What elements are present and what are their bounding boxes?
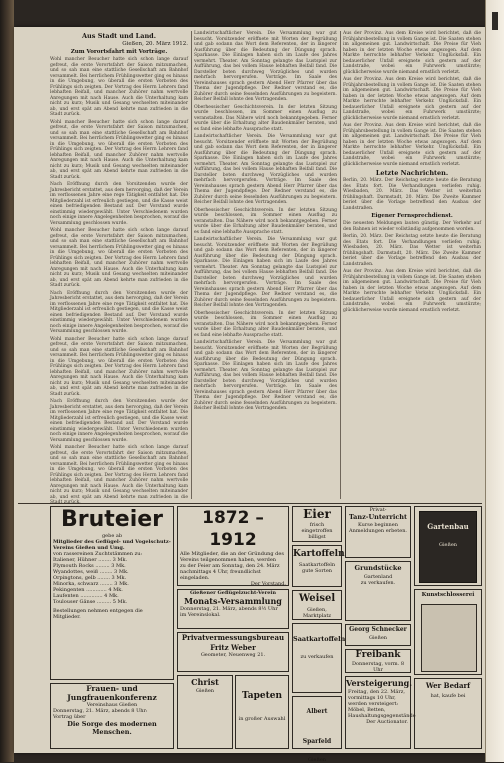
ad-line: Plymouth Rocks ......... 3 Mk. (53, 563, 126, 569)
ads-divider (18, 503, 482, 504)
article-text: Nach Eröffnung durch den Vorsitzenden wurde der Jahresbericht erstattet, aus dem hervorging, daß der Verein im verflossenen Jahre eine rege Tätigkeit entfaltet hat. Die Mitgliederzahl ist erfreulich gestiegen, und die Kasse weist einen befriedigenden Bestand auf. Der Vorstand wurde einstimmig wiedergewählt. Unter Verschiedenem wurden noch einige innere Angelegenheiten besprochen, worauf die Versammlung geschlossen wurde. (50, 182, 188, 226)
ad-line: Die Sorge des modernen Menschen. (67, 720, 157, 736)
article-text: Aus der Provinz. Aus dem Kreise wird berichtet, daß die Frühjahrsbestellung in vollem Gange ist. Die Saaten stehen im allgemeinen gut. Landwirtschaft. Die Preise für Vieh haben in der letzten Woche etwas angezogen. Auf dem Markte herrschte lebhafter Verkehr. Unglücksfall. Ein bedauerlicher Unfall ereignete sich gestern auf der Landstraße, wobei ein Fuhrwerk umstürzte; glücklicherweise wurde niemand ernstlich verletzt. (343, 77, 481, 121)
ad-tanz-unterricht (345, 506, 411, 558)
ad-line: Orpingtons, gelb ........ 3 Mk. (53, 575, 127, 581)
ad-title: Albert Sparfeld (302, 708, 332, 745)
ad-grundstuecke (345, 561, 411, 621)
ad-title: Tanz-Unterricht (348, 513, 408, 521)
article-text: Wohl mancher Besucher hatte sich schon lange darauf gefreut, die erste Vorortsfahrt der Saison mitzumachen, und so sah man eine stattliche Gesellschaft am Bahnhof versammelt. Bei herrlichem Frühlingswetter ging es hinaus in die Umgebung, wo überall die ersten Vorboten des Frühlings sich zeigten. Der Vortrag des Herrn Lehrers fand lebhaften Beifall, und mancher Zuhörer nahm wertvolle Anregungen mit nach Hause. Auch die Unterhaltung kam nicht zu kurz; Musik und Gesang wechselten miteinander ab, und erst spät am Abend kehrte man zufrieden in die Stadt zurück. (50, 119, 188, 180)
ad-line: von rassereinen Zuchtstämmen zu: (53, 551, 143, 557)
page-tab (492, 12, 498, 30)
ad-line: Gießen (438, 542, 458, 548)
ad-title: Freibank (355, 650, 401, 660)
ad-line: hat, kaufe bei (430, 693, 466, 699)
ad-kartoffeln (292, 545, 345, 587)
ad-line: Der Auctionator. (366, 719, 408, 725)
article-text: Wohl mancher Besucher hatte sich schon lange darauf gefreut, die erste Vorortsfahrt der Saison mitzumachen, und so sah man eine stattliche Gesellschaft am Bahnhof versammelt. Bei herrlichem Frühlingswetter ging es hinaus in die Umgebung, wo überall die ersten Vorboten des Frühlings sich zeigten. Der Vortrag des Herrn Lehrers fand lebhaften Beifall, und mancher Zuhörer nahm wertvolle Anregungen mit nach Hause. Auch die Unterhaltung kam nicht zu kurz; Musik und Gesang wechselten miteinander ab, und erst spät am Abend kehrte man zufrieden in die Stadt zurück. (50, 228, 188, 288)
ad-title: Kunstschlosserei (421, 592, 475, 598)
ad-title: Wer Bedarf (425, 681, 471, 690)
ad-title: Grundstücke (354, 564, 402, 572)
book-binding (0, 0, 14, 762)
ad-line: vormittags 10 Uhr, (348, 695, 396, 701)
ad-line: Gießen (195, 688, 215, 694)
ad-wer-bedarf (414, 678, 482, 749)
ad-line: nachmittags 4 Uhr, freundlichst eingeladen. (180, 569, 261, 581)
column-divider (191, 31, 192, 499)
ad-title: Privatvermessungsbureau (181, 633, 285, 642)
ad-title: Georg Schnecker (349, 626, 407, 633)
article-text: Aus der Provinz. Aus dem Kreise wird berichtet, daß die Frühjahrsbestellung in vollem Gange ist. Die Saaten stehen im allgemeinen gut. Landwirtschaft. Die Preise für Vieh haben in der letzten Woche etwas angezogen. Auf dem Markte herrschte lebhafter Verkehr. Unglücksfall. Ein bedauerlicher Unfall ereignete sich gestern auf der Landstraße, wobei ein Fuhrwerk umstürzte; glücklicherweise wurde niemand ernstlich verletzt. (343, 269, 481, 313)
article-text: Aus der Provinz. Aus dem Kreise wird berichtet, daß die Frühjahrsbestellung in vollem Gange ist. Die Saaten stehen im allgemeinen gut. Landwirtschaft. Die Preise für Vieh haben in der letzten Woche etwas angezogen. Auf dem Markte herrschte lebhafter Verkehr. Unglücksfall. Ein bedauerlicher Unfall ereignete sich gestern auf der Landstraße, wobei ein Fuhrwerk umstürzte; glücklicherweise wurde niemand ernstlich verletzt. (343, 31, 481, 75)
ad-line: billigst (308, 534, 326, 540)
article-text: Landwirtschaftlicher Verein. Die Versammlung war gut besucht. Vorsitzender eröffnete mit Worten der Begrüßung und gab sodann das Wort dem Referenten, der in längerer Ausführung über die Bedeutung der Düngung sprach. Sparkasse. Die Einlagen haben sich im Laufe des Jahres vermehrt. Theater. Am Sonntag gelangte das Lustspiel zur Aufführung, das bei vollem Hause lebhaften Beifall fand. Die Darsteller boten durchweg Vorzügliches und wurden mehrfach hervorgerufen. Vorträge. Im Saale des Vereinshauses sprach gestern Abend Herr Pfarrer über das Thema der Jugendpflege. Der Redner verstand es, die Zuhörer durch seine fesselnden Ausführungen zu begeistern. Reicher Beifall lohnte den Vortragenden. (194, 134, 337, 205)
ad-subtitle: gebe ab (101, 533, 123, 539)
ad-line: werden versteigert: (348, 701, 399, 707)
ad-line: zu verkaufen (300, 654, 334, 660)
ad-albert-sparfeld (292, 696, 342, 763)
ad-line: Minorka, schwarz ........ 3 Mk. (53, 581, 129, 587)
ad-line: Laufenten .............. 4 Mk. (53, 593, 119, 599)
ad-title: Eier (303, 507, 331, 521)
ad-bruteier (50, 506, 174, 680)
ad-title: Weisel (298, 593, 336, 604)
ad-tapeten (235, 675, 289, 749)
ad-line: Mitglieder des Geflügel- und Vogelschutz- (53, 539, 171, 545)
ad-line: Vereins teilgenommen haben, werden (180, 557, 277, 563)
ad-line: Möbel, Betten, Haushaltungsgegenstände (348, 707, 416, 719)
ad-freibank (345, 649, 411, 673)
section-title: Aus Stadt und Land. (82, 32, 156, 40)
ad-title: Kartoffeln (293, 549, 345, 559)
ad-line: Donnerstag, 21. März, abends 8 Uhr: (53, 708, 148, 714)
ad-kunstschlosserei (414, 589, 482, 675)
ad-line: Geometer, Neuenweg 21. (200, 652, 266, 658)
ad-saatkartoffeln (292, 623, 346, 693)
ad-line: zu der Feier am Sonntag, den 24. März (180, 563, 280, 569)
ad-line: Kurse beginnen (358, 522, 398, 528)
ad-line: Vortrag über (53, 714, 86, 720)
article-text: Landwirtschaftlicher Verein. Die Versammlung war gut besucht. Vorsitzender eröffnete mit Worten der Begrüßung und gab sodann das Wort dem Referenten, der in längerer Ausführung über die Bedeutung der Düngung sprach. Sparkasse. Die Einlagen haben sich im Laufe des Jahres vermehrt. Theater. Am Sonntag gelangte das Lustspiel zur Aufführung, das bei vollem Hause lebhaften Beifall fand. Die Darsteller boten durchweg Vorzügliches und wurden mehrfach hervorgerufen. Vorträge. Im Saale des Vereinshauses sprach gestern Abend Herr Pfarrer über das Thema der Jugendpflege. Der Redner verstand es, die Zuhörer durch seine fesselnden Ausführungen zu begeistern. Reicher Beifall lohnte den Vortragenden. (194, 237, 337, 308)
article-text: Wohl mancher Besucher hatte sich schon lange darauf gefreut, die erste Vorortsfahrt der Saison mitzumachen, und so sah man eine stattliche Gesellschaft am Bahnhof versammelt. Bei herrlichem Frühlingswetter ging es hinaus in die Umgebung, wo überall die ersten Vorboten des Frühlings sich zeigten. Der Vortrag des Herrn Lehrers fand lebhaften Beifall, und mancher Zuhörer nahm wertvolle Anregungen mit nach Hause. Auch die Unterhaltung kam nicht zu kurz; Musik und Gesang wechselten miteinander ab, und erst spät am Abend kehrte man zufrieden in die Stadt zurück. (50, 57, 188, 117)
article-text: Oberhessischer Geschichtsverein. In der letzten Sitzung wurde beschlossen, im Sommer einen Ausflug zu veranstalten. Das Nähere wird noch bekanntgegeben. Ferner wurde über die Erhaltung alter Baudenkmäler beraten, und es fand eine lebhafte Aussprache statt. (194, 104, 337, 132)
ad-line: Freitag, den 22. März, (348, 689, 406, 695)
ad-line: im Vereinslokal. (180, 612, 221, 618)
section-subtitle: Zum Vorortsfahrt mit Vorträge. (70, 49, 168, 55)
ad-line: Der Vorstand. (250, 581, 286, 587)
ad-line: in großer Auswahl (238, 716, 286, 722)
article-text: Oberhessischer Geschichtsverein. In der letzten Sitzung wurde beschlossen, im Sommer einen Ausflug zu veranstalten. Das Nähere wird noch bekanntgegeben. Ferner wurde über die Erhaltung alter Baudenkmäler beraten, und es fand eine lebhafte Aussprache statt. (194, 310, 337, 338)
section-heading: Eigener Fernsprechdienst. (371, 213, 453, 219)
ad-subtitle: Monats-Versammlung (184, 596, 282, 606)
ticket-stamp (421, 604, 477, 672)
ad-frauenkonferenz (50, 683, 174, 749)
article-text: Wohl mancher Besucher hatte sich schon lange darauf gefreut, die erste Vorortsfahrt der Saison mitzumachen, und so sah man eine stattliche Gesellschaft am Bahnhof versammelt. Bei herrlichem Frühlingswetter ging es hinaus in die Umgebung, wo überall die ersten Vorboten des Frühlings sich zeigten. Der Vortrag des Herrn Lehrers fand lebhaften Beifall, und mancher Zuhörer nahm wertvolle Anregungen mit nach Hause. Auch die Unterhaltung kam nicht zu kurz; Musik und Gesang wechselten miteinander ab, und erst spät am Abend kehrte man zufrieden in die (50, 445, 188, 500)
ad-title: Gießener Geflügelzucht-Verein (190, 590, 276, 596)
ad-line: Saatkartoffeln (298, 562, 336, 568)
ad-line: Gartenland (363, 574, 393, 580)
ad-title: Tapeten (241, 691, 283, 701)
ad-title: 1872 – 1912 (202, 508, 264, 550)
ad-line: Donnerstag, vorm. 8 Uhr (351, 661, 405, 673)
ad-line: Pekingenten ............. 4 Mk. (53, 587, 123, 593)
ad-line: Italiener, Hühner ........ 3 Mk. (53, 557, 128, 563)
ad-line: Donnerstag, 21. März, abends 8½ Uhr (180, 606, 278, 612)
ad-title: Versteigerung. (346, 678, 413, 688)
ad-line: Gießen (307, 757, 327, 763)
ad-line: Privat- (369, 507, 387, 513)
section-dateline: Gießen, 20. März 1912. (122, 41, 188, 47)
column-3 (343, 31, 481, 501)
column-1 (50, 31, 188, 501)
ad-versammlung (177, 589, 289, 629)
article-text: Wohl mancher Besucher hatte sich schon lange darauf gefreut, die erste Vorortsfahrt der Saison mitzumachen, und so sah man eine stattliche Gesellschaft am Bahnhof versammelt. Bei herrlichem Frühlingswetter ging es hinaus in die Umgebung, wo überall die ersten Vorboten des Frühlings sich zeigten. Der Vortrag des Herrn Lehrers fand lebhaften Beifall, und mancher Zuhörer nahm wertvolle Anregungen mit nach Hause. Auch die Unterhaltung kam nicht zu kurz; Musik und Gesang wechselten miteinander ab, und erst spät am Abend kehrte man zufrieden in die Stadt zurück. (50, 336, 188, 397)
ad-christ (177, 675, 233, 749)
ad-privatvermessung (177, 632, 289, 672)
ad-line: Vereins Gießen und Umg. (53, 545, 125, 551)
ad-line: Toulouser Gänse ......... 5 Mk. (53, 599, 128, 605)
ad-line: Alle Mitglieder, die an der Gründung des (180, 551, 284, 557)
ad-footer: Bestellungen nehmen entgegen die Mitglieder. (53, 608, 143, 620)
article-text: Nach Eröffnung durch den Vorsitzenden wurde der Jahresbericht erstattet, aus dem hervorging, daß der Verein im verflossenen Jahre eine rege Tätigkeit entfaltet hat. Die Mitgliederzahl ist erfreulich gestiegen, und die Kasse weist einen befriedigenden Bestand auf. Der Vorstand wurde einstimmig wiedergewählt. Unter Verschiedenem wurden noch einige innere Angelegenheiten besprochen, worauf die Versammlung geschlossen wurde. (50, 290, 188, 334)
ad-georg-schnecker (345, 624, 411, 646)
article-text: Berlin, 20. März. Der Reichstag setzte heute die Beratung des Etats fort. Die Verhandlungen verliefen ruhig. Wiesbaden, 20. März. Das Wetter ist weiterhin frühlingshaft. Darmstadt, 20. März. Die Zweite Kammer beriet über die Vorlage betreffend den Ausbau der Landstraßen. (343, 178, 481, 211)
ad-line: Wyandottes, weiß ........ 3 Mk. (53, 569, 129, 575)
article-text: Aus der Provinz. Aus dem Kreise wird berichtet, daß die Frühjahrsbestellung in vollem Gange ist. Die Saaten stehen im allgemeinen gut. Landwirtschaft. Die Preise für Vieh haben in der letzten Woche etwas angezogen. Auf dem Markte herrschte lebhafter Verkehr. Unglücksfall. Ein bedauerlicher Unfall ereignete sich gestern auf der Landstraße, wobei ein Fuhrwerk umstürzte; glücklicherweise wurde niemand ernstlich verletzt. (343, 123, 481, 167)
ad-line: zu verkaufen. (360, 580, 396, 586)
ad-jubilee (177, 506, 289, 586)
article-text: Oberhessischer Geschichtsverein. In der letzten Sitzung wurde beschlossen, im Sommer einen Ausflug zu veranstalten. Das Nähere wird noch bekanntgegeben. Ferner wurde über die Erhaltung alter Baudenkmäler beraten, und es fand eine lebhafte Aussprache statt. (194, 207, 337, 235)
adjacent-page-edge (485, 0, 504, 762)
ad-title: Bruteier (60, 507, 164, 532)
article-text: Landwirtschaftlicher Verein. Die Versammlung war gut besucht. Vorsitzender eröffnete mit Worten der Begrüßung und gab sodann das Wort dem Referenten, der in längerer Ausführung über die Bedeutung der Düngung sprach. Sparkasse. Die Einlagen haben sich im Laufe des Jahres vermehrt. Theater. Am Sonntag gelangte das Lustspiel zur Aufführung, das bei vollem Hause lebhaften Beifall fand. Die Darsteller boten durchweg Vorzügliches und wurden mehrfach hervorgerufen. Vorträge. Im Saale des Vereinshauses sprach gestern Abend Herr Pfarrer über das Thema der Jugendpflege. Der Redner verstand es, die Zuhörer durch seine fesselnden Ausführungen zu begeistern. Reicher Beifall lohnte den Vortragenden. (194, 31, 337, 102)
ad-name: Fritz Weber (210, 643, 256, 652)
article-text: Berlin, 20. März. Der Reichstag setzte heute die Beratung des Etats fort. Die Verhandlungen verliefen ruhig. Wiesbaden, 20. März. Das Wetter ist weiterhin frühlingshaft. Darmstadt, 20. März. Die Zweite Kammer beriet über die Vorlage betreffend den Ausbau der Landstraßen. (343, 234, 481, 267)
ad-title: Christ (191, 677, 219, 687)
column-divider (340, 31, 341, 499)
ad-title: Gartenbau (427, 522, 469, 531)
ad-gartenbau (414, 506, 482, 586)
ad-line: Gießen, Marktplatz (303, 607, 331, 619)
ad-title: Saatkartoffeln (293, 635, 346, 643)
ad-line: gute Sorten (302, 568, 332, 574)
article-text: Nach Eröffnung durch den Vorsitzenden wurde der Jahresbericht erstattet, aus dem hervorging, daß der Verein im verflossenen Jahre eine rege Tätigkeit entfaltet hat. Die Mitgliederzahl ist erfreulich gestiegen, und die Kasse weist einen befriedigenden Bestand auf. Der Vorstand wurde einstimmig wiedergewählt. Unter Verschiedenem wurden noch einige innere Angelegenheiten besprochen, worauf die Versammlung geschlossen wurde. (50, 399, 188, 443)
section-heading: Letzte Nachrichten. (375, 169, 449, 177)
ad-line: Anmeldungen erbeten. (348, 528, 408, 534)
ad-title: Frauen- und Jungfrauenkonferenz (67, 684, 157, 702)
newspaper-page (14, 27, 486, 763)
article-text: Die neuesten Meldungen lauten günstig. Der Verkehr auf den Bahnen ist wieder vollständig aufgenommen worden. (343, 221, 481, 232)
ad-line: Gießen (368, 635, 388, 641)
article-text: Landwirtschaftlicher Verein. Die Versammlung war gut besucht. Vorsitzender eröffnete mit Worten der Begrüßung und gab sodann das Wort dem Referenten, der in längerer Ausführung über die Bedeutung der Düngung sprach. Sparkasse. Die Einlagen haben sich im Laufe des Jahres vermehrt. Theater. Am Sonntag gelangte das Lustspiel zur Aufführung, das bei vollem Hause lebhaften Beifall fand. Die Darsteller boten durchweg Vorzügliches und wurden mehrfach hervorgerufen. Vorträge. Im Saale des Vereinshauses sprach gestern Abend Herr Pfarrer über das Thema der Jugendpflege. Der Redner verstand es, die Zuhörer durch seine fesselnden Ausführungen zu begeistern. Reicher Beifall lohnte den Vortragenden. (194, 340, 337, 411)
ad-line: frisch eingetroffen (301, 522, 333, 534)
column-2 (194, 31, 337, 501)
ad-eier (292, 506, 342, 542)
ad-versteigerung (345, 676, 416, 749)
ad-subtitle: Vereinshaus Gießen (86, 702, 138, 708)
ad-weisel (292, 590, 342, 620)
